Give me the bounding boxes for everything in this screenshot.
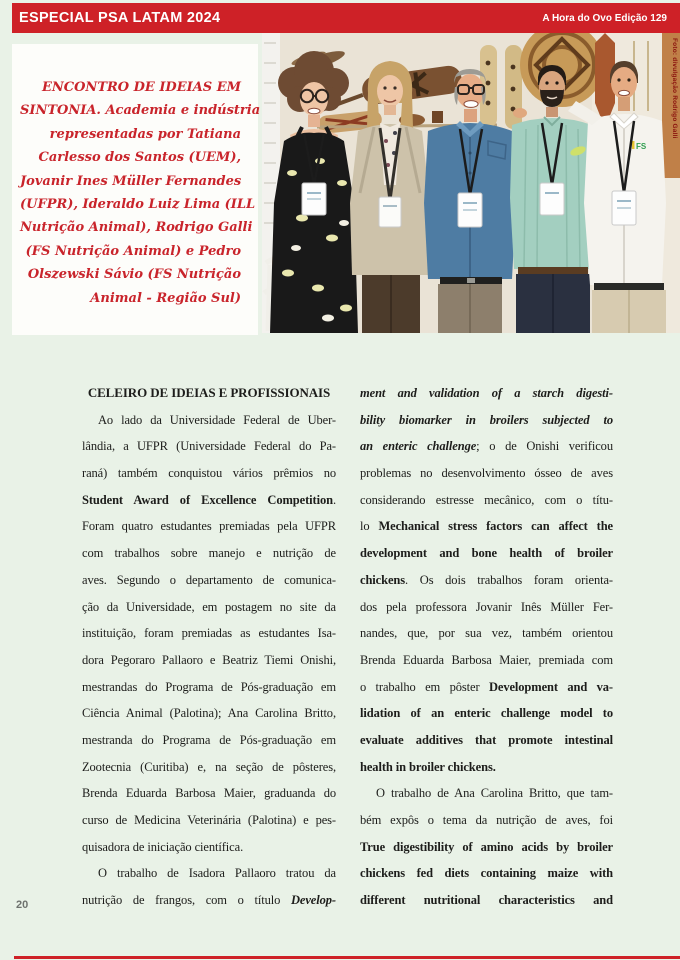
photo-illustration bbox=[262, 33, 680, 333]
text-line: Brenda Eduarda Barbosa Maier, graduanda do bbox=[82, 786, 336, 801]
text-line: dos pela professora Jovanir Inês Müller Fer- bbox=[360, 599, 613, 614]
text-line: evaluate additives that promote intestinal bbox=[360, 732, 613, 747]
section-title: ESPECIAL PSA LATAM 2024 bbox=[19, 10, 221, 26]
text-line: an enteric challenge; o de Onishi verificou bbox=[360, 439, 613, 454]
caption-line: SINTONIA. Academia e indústria bbox=[20, 103, 261, 119]
issue-title: A Hora do Ovo Edição 129 bbox=[542, 12, 667, 24]
text-line: Foram quatro estudantes premiadas pela UFPR bbox=[82, 519, 336, 534]
text-line: Zootecnia (Curitiba) e, na seção de pôsteres, bbox=[82, 759, 336, 774]
text-line: dora Pegoraro Pallaoro e Beatriz Tiemi Onishi, bbox=[82, 652, 336, 667]
page-number: 20 bbox=[16, 899, 29, 911]
text-line: nandes, que, por sua vez, também orientou bbox=[360, 626, 613, 641]
caption-line: (FS Nutrição Animal) e Pedro bbox=[25, 243, 241, 259]
caption-line: Jovanir Ines Müller Fernandes bbox=[20, 173, 242, 189]
text-line: considerando estresse mecânico, com o títu- bbox=[360, 492, 613, 507]
text-line: o trabalho em pôster Development and va- bbox=[360, 679, 613, 694]
text-line: Brenda Eduarda Barbosa Maier, premiada com bbox=[360, 652, 613, 667]
text-line: Student Award of Excellence Competition. bbox=[82, 492, 336, 507]
text-line: mestranda do Programa de Pós-graduação em bbox=[82, 732, 336, 747]
text-line: ção da Universidade, em postagem no site da bbox=[82, 599, 336, 614]
text-line: ment and validation of a starch digesti- bbox=[360, 386, 613, 400]
text-line: development and bone health of broiler bbox=[360, 546, 613, 561]
person-figure-1 bbox=[270, 51, 358, 333]
text-line: nutrição de frangos, com o título Develop- bbox=[82, 893, 336, 908]
text-line: different nutritional characteristics and bbox=[360, 893, 613, 908]
text-line: health in broiler chickens. bbox=[360, 759, 496, 774]
text-line: bility biomarker in broilers subjected to bbox=[360, 412, 613, 427]
article-column-left bbox=[82, 380, 336, 914]
caption-line: Olszewski Sávio (FS Nutrição bbox=[27, 267, 241, 283]
photo-credit: Foto: divulgação Rodrigo Galli bbox=[671, 38, 678, 139]
caption-line: Animal - Região Sul) bbox=[90, 290, 241, 306]
text-line: lidation of an enteric challenge model to bbox=[360, 706, 613, 721]
section-heading: CELEIRO DE IDEIAS E PROFISSIONAIS bbox=[87, 385, 331, 400]
text-line: Ciência Animal (Palotina); Ana Carolina Britto, bbox=[82, 706, 336, 721]
caption-line: ENCONTRO DE IDEIAS EM bbox=[41, 80, 241, 95]
text-line: chickens fed diets containing maize with bbox=[360, 866, 613, 881]
text-line: chickens. Os dois trabalhos foram orienta- bbox=[360, 572, 613, 587]
caption-line: Carlesso dos Santos (UEM), bbox=[38, 150, 241, 166]
text-line: mestrandas do Programa de Pós-graduação em bbox=[82, 679, 336, 694]
text-line: O trabalho de Isadora Pallaoro tratou da bbox=[98, 866, 336, 881]
text-line: lândia, a UFPR (Universidade Federal do Pa- bbox=[82, 439, 336, 454]
text-line: curso de Medicina Veterinária (Palotina) e pes- bbox=[82, 813, 336, 827]
caption-line: Nutrição Animal), Rodrigo Galli bbox=[20, 220, 253, 236]
text-line: raná) também conquistou vários prêmios no bbox=[82, 466, 336, 481]
text-line: True digestibility of amino acids by broiler bbox=[360, 839, 613, 854]
text-line: com trabalhos sobre manejo e nutrição de bbox=[82, 546, 336, 561]
event-photo bbox=[262, 33, 680, 333]
text-line: bém expôs o tema da nutrição de aves, foi bbox=[360, 813, 613, 827]
text-line: lo Mechanical stress factors can affect the bbox=[360, 519, 613, 534]
article-column-right bbox=[360, 380, 613, 914]
text-line: O trabalho de Ana Carolina Britto, que tam- bbox=[376, 786, 613, 801]
text-line: instituição, foram premiadas as estudantes Isa- bbox=[82, 626, 336, 641]
caption-line: representadas por Tatiana bbox=[49, 126, 241, 142]
text-line: Ao lado da Universidade Federal de Uber- bbox=[98, 412, 336, 427]
text-line: quisadora de iniciação científica. bbox=[82, 839, 244, 854]
photo-caption-box bbox=[12, 44, 261, 335]
text-line: aves. Segundo o departamento de comunica- bbox=[82, 572, 336, 587]
bottom-rule bbox=[14, 956, 680, 959]
caption-line: (UFPR), Ideraldo Luiz Lima (ILL bbox=[20, 197, 256, 213]
text-line: problemas no desenvolvimento ósseo de aves bbox=[360, 466, 613, 481]
svg-text:FS: FS bbox=[636, 142, 647, 151]
header-bar bbox=[12, 3, 680, 33]
